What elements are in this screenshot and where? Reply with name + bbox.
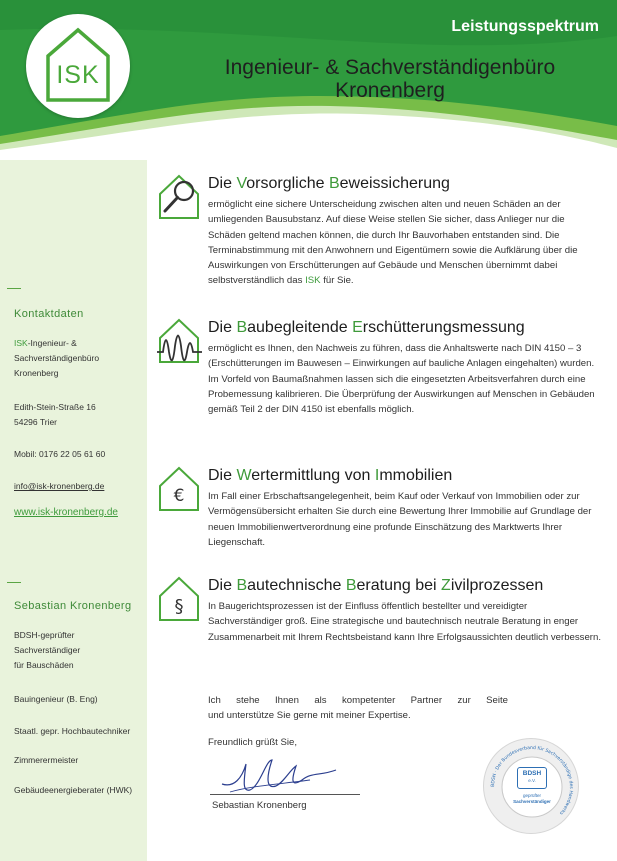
svg-text:€: € (173, 486, 185, 506)
greeting: Freundlich grüßt Sie, (208, 737, 298, 748)
contact-mobile: Mobil: 0176 22 05 61 60 (14, 449, 106, 459)
seal-caption (506, 793, 558, 805)
section-body-zivilprozesse: In Baugerichtsprozessen ist der Einfluss öffentlich bestellter und vereidigter Sachverständiger groß. Eine strategische und bautechnisch neutrale Beratung in enger Zusammenarbeit mit Ihrem Rechtsbeistand kann Ihre Erfolgsaussichten deutlich verbessern. (208, 601, 601, 643)
contact-heading: Kontaktdaten (14, 308, 84, 320)
page-title (160, 56, 617, 102)
header-label: Leistungsspektrum (451, 18, 599, 35)
closing-line-1: Ich stehe Ihnen als kompetenter Partner zur Seite (208, 695, 508, 706)
address-city: 54296 Trier (14, 417, 57, 427)
address-street: Edith-Stein-Straße 16 (14, 402, 96, 412)
section-body-erschuetterungsmessung: ermöglicht es Ihnen, den Nachweis zu führen, dass die Anhaltswerte nach DIN 4150 – 3 (Erschütterungen im Bauwesen – Einwirkungen auf bauliche Anlagen eingehalten) wurden. Im Vorfeld von Baumaßnahmen lassen sich die eingesetzten Arbeitsverfahren durch eine Probemessung kalibrieren. Die Überprüfung der Auswirkungen auf Menschen in Gebäuden gemäß Teil 2 der DIN 4150 ist ebenfalls möglich. (208, 343, 595, 416)
title-line-2: Kronenberg (335, 79, 445, 102)
qualification-line-1: BDSH-geprüfter (14, 630, 75, 640)
vibration-house-icon (157, 316, 202, 364)
bdsh-seal (483, 738, 579, 834)
signature-name: Sebastian Kronenberg (212, 800, 307, 811)
contact-address (14, 400, 96, 430)
section-title-beweissicherung: Die Vorsorgliche Beweissicherung (208, 175, 450, 192)
section-title-erschuetterungsmessung: Die Baubegleitende Erschütterungsmessung (208, 319, 525, 336)
seal-caption-2: Sachverständiger (513, 799, 551, 804)
person-heading: Sebastian Kronenberg (14, 600, 132, 612)
seal-ring-text: BDSH · Der Bundesverband für Sachverständige des Handwerks (490, 745, 574, 816)
section-body-beweissicherung: ermöglicht eine sichere Unterscheidung zwischen alten und neuen Schäden an der umliegenden Bausubstanz. Auf diese Weise stellen Sie sicher, dass Anlieger nur die Schäden geltend machen können, die durch Ihr Bauvorhaben entstanden sind. Die Terminabstimmung mit den Anwohnern und Eigentümern sowie die Aufklärung über die Auswirkungen von Erschütterungen auf Gebäude und Menschen übernimmt dabei selbstverständlich das ISK für Sie. (208, 199, 578, 287)
contact-company (14, 336, 99, 381)
qualification-energy: Gebäudeenergieberater (HWK) (14, 785, 133, 795)
signature-graphic (220, 750, 340, 800)
company-prefix: ISK (14, 338, 28, 348)
company-line-2: Sachverständigenbüro (14, 353, 100, 363)
section-body-wertermittlung: Im Fall einer Erbschaftsangelegenheit, beim Kauf oder Verkauf von Immobilien oder zur Vermögensübersicht erhalten Sie durch eine Bewertung Ihrer Immobilie auf Grundlage der neuen Immobilienwertverordnung eine profunde Einschätzung des Marktwerts Ihrer Liegenschaft. (208, 491, 592, 548)
euro-house-icon (157, 464, 202, 512)
section-title-zivilprozesse: Die Bautechnische Beratung bei Zivilprozessen (208, 577, 544, 594)
seal-badge-sub: e.V. (528, 778, 536, 783)
qualification-carpenter: Zimmerermeister (14, 755, 79, 765)
svg-text:§: § (174, 596, 184, 617)
signature-line (210, 794, 360, 795)
title-line-1: Ingenieur- & Sachverständigenbüro (224, 56, 556, 79)
magnifier-house-icon (157, 172, 202, 220)
company-logo (26, 14, 130, 118)
qualification-line-2: Sachverständiger (14, 645, 81, 655)
seal-caption-1: geprüfter (522, 793, 541, 798)
contact-website-link[interactable]: www.isk-kronenberg.de (14, 507, 118, 518)
contact-email-link[interactable]: info@isk-kronenberg.de (14, 481, 105, 491)
sidebar-divider (7, 288, 21, 289)
qualification-engineer: Bauingenieur (B. Eng) (14, 694, 98, 704)
qualification-technician: Staatl. gepr. Hochbautechniker (14, 726, 131, 736)
qualification-bdsh (14, 628, 80, 673)
logo-text: ISK (56, 61, 100, 89)
section-title-wertermittlung: Die Wertermittlung von Immobilien (208, 467, 453, 484)
company-line-1: -Ingenieur- & (27, 338, 77, 348)
company-line-3: Kronenberg (14, 368, 59, 378)
paragraph-house-icon (157, 574, 202, 622)
qualification-line-3: für Bauschäden (14, 660, 74, 670)
closing-line-2: und unterstütze Sie gerne mit meiner Expertise. (208, 710, 411, 721)
seal-badge-text: BDSH (522, 770, 542, 777)
sidebar-divider (7, 582, 21, 583)
seal-badge (517, 767, 547, 789)
